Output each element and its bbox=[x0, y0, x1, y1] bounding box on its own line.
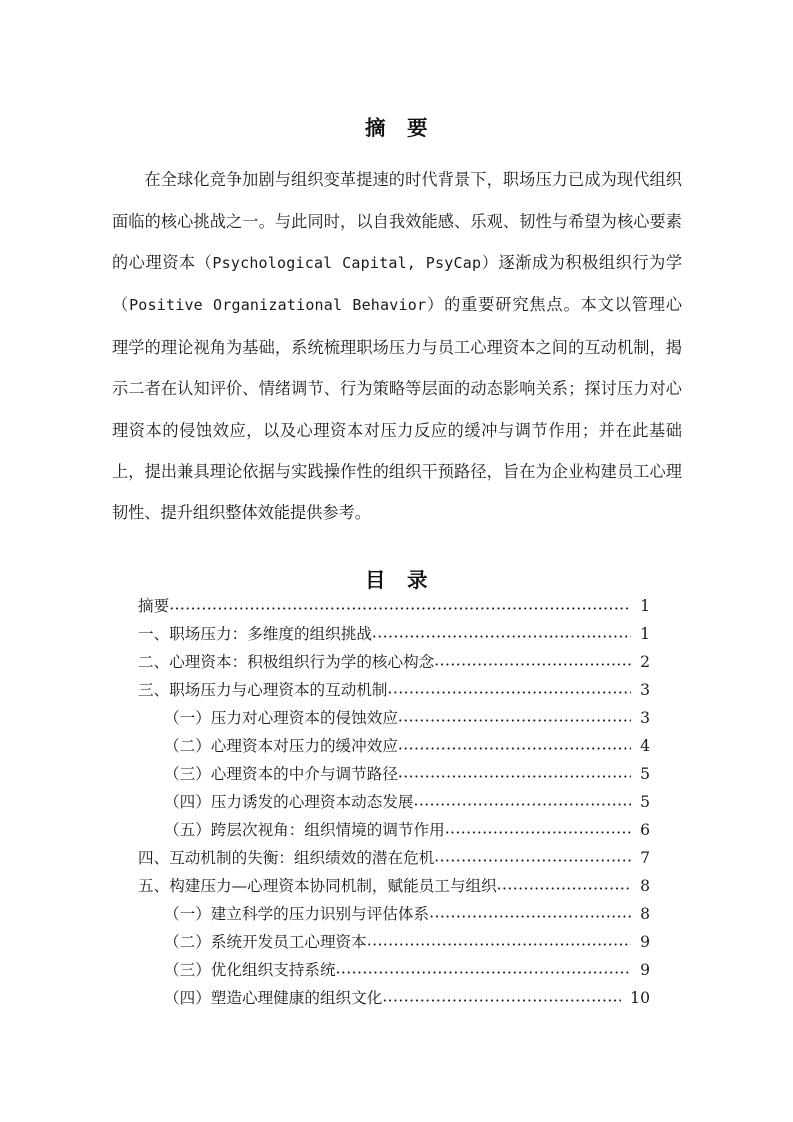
toc-entry-page-number: 3 bbox=[640, 709, 650, 727]
toc-entry-title: （三）心理资本的中介与调节路径 bbox=[164, 765, 398, 783]
toc-leader-dots bbox=[398, 763, 631, 779]
toc-leader-dots bbox=[367, 931, 631, 947]
toc-leader-dots bbox=[169, 595, 631, 611]
toc-entry[interactable] bbox=[138, 592, 650, 620]
abstract-text-middle: ）逐渐成为积极组织行为学（ bbox=[112, 253, 683, 315]
toc-entry[interactable] bbox=[138, 928, 650, 956]
toc-entry[interactable] bbox=[138, 648, 650, 676]
toc-entry[interactable] bbox=[138, 900, 650, 928]
toc-entry-title: （一）压力对心理资本的侵蚀效应 bbox=[164, 709, 398, 727]
toc-entry-page-number: 10 bbox=[630, 989, 650, 1007]
toc-entry[interactable] bbox=[138, 704, 650, 732]
toc-leader-dots bbox=[398, 735, 631, 751]
toc-entry[interactable] bbox=[138, 984, 650, 1012]
toc-entry-page-number: 1 bbox=[640, 625, 650, 643]
table-of-contents bbox=[138, 592, 650, 1012]
toc-entry-title: 四、互动机制的失衡：组织绩效的潜在危机 bbox=[138, 849, 435, 867]
toc-entry-page-number: 4 bbox=[640, 737, 650, 755]
toc-entry-title: （三）优化组织支持系统 bbox=[164, 961, 336, 979]
toc-entry-title: （一）建立科学的压力识别与评估体系 bbox=[164, 905, 430, 923]
toc-leader-dots bbox=[434, 651, 631, 667]
toc-entry-page-number: 5 bbox=[640, 793, 650, 811]
toc-leader-dots bbox=[429, 903, 631, 919]
toc-entry[interactable] bbox=[138, 760, 650, 788]
toc-leader-dots bbox=[372, 623, 631, 639]
toc-entry[interactable] bbox=[138, 844, 650, 872]
abstract-text-suffix: ）的重要研究焦点。本文以管理心理学的理论视角为基础，系统梳理职场压力与员工心理资本之间的互动机制，揭示二者在认知评价、情绪调节、行为策略等层面的动态影响关系；探讨压力对心理资本的侵蚀效应，以及心理资本对压力反应的缓冲与调节作用；并在此基础上，提出兼具理论依据与实践操作性的组织干预路径，旨在为企业构建员工心理韧性、提升组织整体效能提供参考。 bbox=[112, 295, 683, 523]
toc-entry[interactable] bbox=[138, 788, 650, 816]
toc-entry-title: 三、职场压力与心理资本的互动机制 bbox=[138, 681, 388, 699]
toc-entry[interactable] bbox=[138, 732, 650, 760]
toc-heading: 目 录 bbox=[365, 567, 428, 592]
toc-entry-title: （五）跨层次视角：组织情境的调节作用 bbox=[164, 821, 445, 839]
toc-entry-title: （四）压力诱发的心理资本动态发展 bbox=[164, 793, 414, 811]
toc-entry-page-number: 5 bbox=[640, 765, 650, 783]
toc-entry-page-number: 2 bbox=[640, 653, 650, 671]
toc-entry-title: 摘要 bbox=[138, 597, 170, 615]
toc-leader-dots bbox=[414, 791, 632, 807]
toc-entry-title: （二）心理资本对压力的缓冲效应 bbox=[164, 737, 398, 755]
toc-entry-page-number: 1 bbox=[640, 597, 650, 615]
toc-leader-dots bbox=[434, 847, 631, 863]
toc-entry-page-number: 6 bbox=[640, 821, 650, 839]
toc-entry[interactable] bbox=[138, 816, 650, 844]
toc-leader-dots bbox=[382, 987, 621, 1003]
toc-leader-dots bbox=[336, 959, 632, 975]
toc-entry-page-number: 9 bbox=[640, 933, 650, 951]
toc-entry-title: 五、构建压力—心理资本协同机制，赋能员工与组织 bbox=[138, 877, 497, 895]
abstract-latin-term-pob: Positive Organizational Behavior bbox=[129, 296, 427, 315]
toc-entry-page-number: 7 bbox=[640, 849, 650, 867]
toc-entry-title: （四）塑造心理健康的组织文化 bbox=[164, 989, 383, 1007]
toc-leader-dots bbox=[388, 679, 632, 695]
abstract-latin-term-psycap: Psychological Capital, PsyCap bbox=[212, 254, 482, 272]
toc-entry[interactable] bbox=[138, 676, 650, 704]
toc-entry-page-number: 8 bbox=[640, 905, 650, 923]
toc-entry-title: 一、职场压力：多维度的组织挑战 bbox=[138, 625, 372, 643]
toc-entry[interactable] bbox=[138, 620, 650, 648]
toc-entry-title: （二）系统开发员工心理资本 bbox=[164, 933, 367, 951]
abstract-heading: 摘 要 bbox=[365, 115, 428, 140]
toc-leader-dots bbox=[398, 707, 631, 723]
abstract-text-prefix: 在全球化竞争加剧与组织变革提速的时代背景下，职场压力已成为现代组织面临的核心挑战之一。与此同时，以自我效能感、乐观、韧性与希望为核心要素的心理资本（ bbox=[112, 170, 682, 272]
toc-entry[interactable] bbox=[138, 872, 650, 900]
toc-leader-dots bbox=[445, 819, 631, 835]
toc-entry-title: 二、心理资本：积极组织行为学的核心构念 bbox=[138, 653, 435, 671]
toc-entry[interactable] bbox=[138, 956, 650, 984]
abstract-paragraph bbox=[112, 159, 682, 534]
toc-entry-page-number: 9 bbox=[640, 961, 650, 979]
toc-entry-page-number: 8 bbox=[640, 877, 650, 895]
toc-entry-page-number: 3 bbox=[640, 681, 650, 699]
toc-leader-dots bbox=[497, 875, 631, 891]
